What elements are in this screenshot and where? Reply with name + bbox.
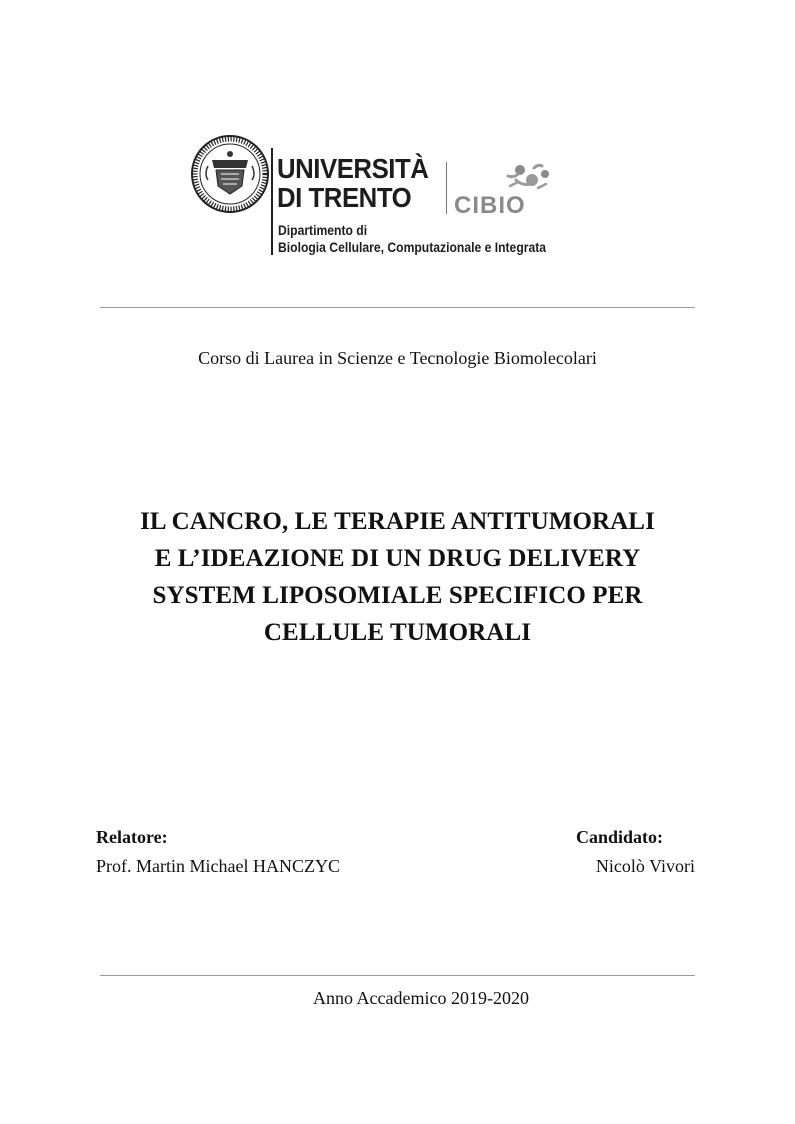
course-name: Corso di Laurea in Scienze e Tecnologie Biomolecolari	[198, 348, 597, 368]
thesis-title-line: SYSTEM LIPOSOMIALE SPECIFICO PER	[152, 582, 643, 609]
thesis-title	[90, 503, 705, 651]
top-divider	[100, 307, 695, 308]
department-name	[278, 222, 546, 256]
supervisor-name: Prof. Martin Michael HANCZYC	[96, 856, 340, 876]
thesis-title-line: IL CANCRO, LE TERAPIE ANTITUMORALI	[140, 508, 655, 535]
university-name	[277, 154, 428, 212]
academic-year: Anno Accademico 2019-2020	[313, 988, 529, 1008]
thesis-title-line: CELLULE TUMORALI	[263, 619, 532, 646]
cibio-divider	[446, 162, 447, 214]
university-name-line1: UNIVERSITÀ	[277, 153, 429, 184]
logo-divider	[271, 148, 273, 255]
bottom-divider	[100, 975, 695, 976]
university-seal-icon	[190, 134, 270, 214]
department-line2: Biologia Cellulare, Computazionale e Integrata	[278, 240, 547, 255]
cibio-logo-icon	[450, 160, 568, 220]
cibio-logo-text: CIBIO	[454, 192, 526, 219]
supervisor-label: Relatore:	[96, 827, 168, 847]
thesis-title-line: E L’IDEAZIONE DI UN DRUG DELIVERY	[154, 545, 641, 572]
candidate-name: Nicolò Vivori	[595, 856, 695, 876]
university-name-line2: DI TRENTO	[277, 182, 412, 213]
candidate-label: Candidato:	[576, 827, 664, 847]
department-line1: Dipartimento di	[278, 223, 368, 238]
